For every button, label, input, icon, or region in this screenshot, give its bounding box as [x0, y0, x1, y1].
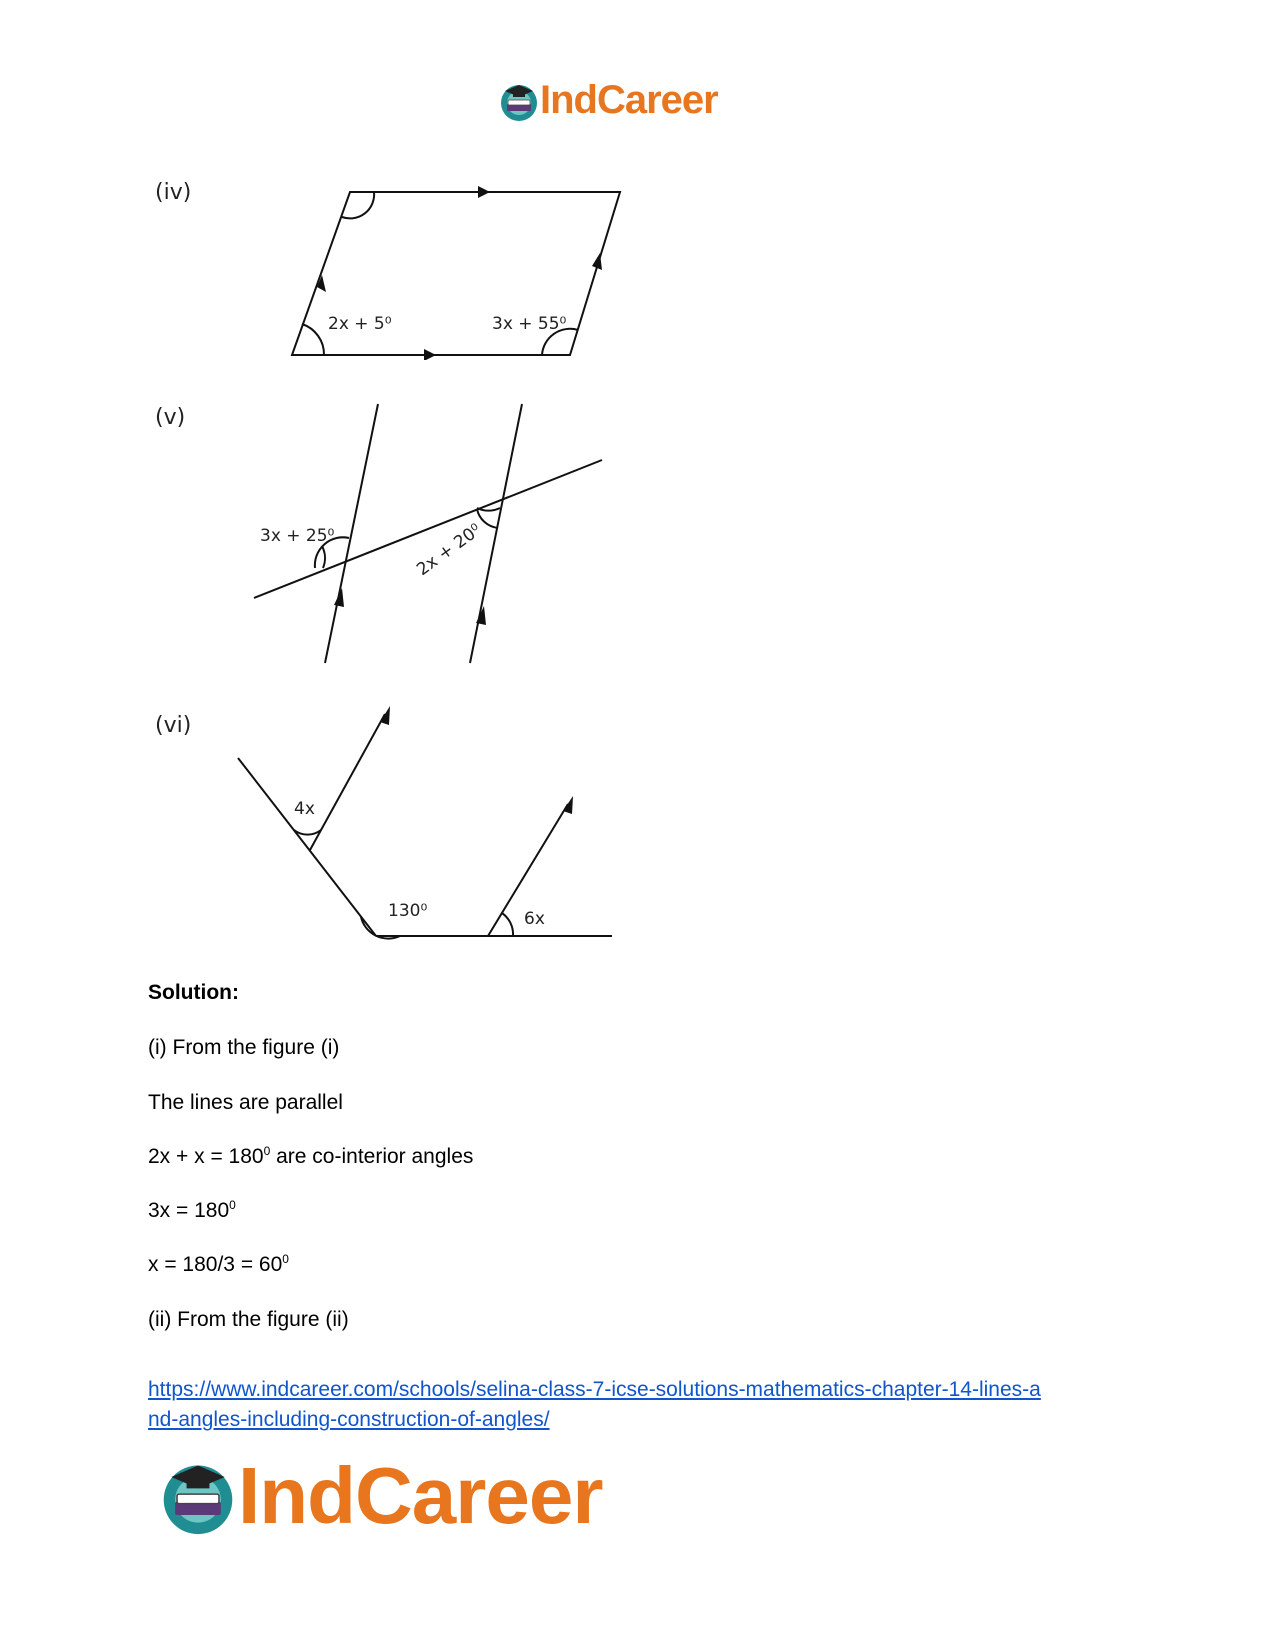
angle-3x-plus-25: 3x + 25⁰ [260, 526, 335, 546]
figure-v-label: (v) [155, 405, 186, 430]
header-logo [498, 78, 718, 123]
figure-v-transversal [250, 398, 610, 668]
solution-line-6: (ii) From the figure (ii) [148, 1308, 349, 1331]
angle-3x-plus-55: 3x + 55⁰ [492, 314, 567, 334]
angle-4x: 4x [294, 799, 315, 819]
solution-line-1: (i) From the figure (i) [148, 1036, 340, 1059]
angle-6x: 6x [524, 909, 545, 929]
angle-2x-plus-5: 2x + 5⁰ [328, 314, 392, 334]
figure-vi-rays [230, 700, 620, 945]
solution-line-2: The lines are parallel [148, 1091, 343, 1114]
footer-logo-text: IndCareer [238, 1451, 603, 1540]
solution-line-5: $x = 180/3 = 60^0$ [148, 1252, 289, 1276]
figure-vi-label: (vi) [155, 713, 192, 738]
solution-line-4: $3x = 180^0$ [148, 1198, 236, 1222]
solution-line-3: $2x + x = 180^0$ are co-interior angles [148, 1144, 474, 1168]
footer-url-line-1[interactable]: https://www.indcareer.com/schools/selina-class-7-icse-solutions-mathematics-chapter-14-lines-a [148, 1378, 1041, 1401]
solution-heading: Solution: [148, 981, 239, 1004]
angle-2x-plus-20: 2x + 20⁰ [413, 520, 486, 581]
figure-iv-label: (iv) [155, 180, 192, 205]
figure-iv-parallelogram [280, 180, 630, 360]
footer-url-line-2[interactable]: nd-angles-including-construction-of-angles/ [148, 1408, 550, 1431]
globe-book-icon [158, 1456, 238, 1536]
footer-url-link[interactable] [148, 1375, 1041, 1435]
globe-book-icon [498, 80, 540, 122]
header-logo-text: IndCareer [540, 78, 718, 122]
footer-logo [158, 1450, 602, 1542]
angle-130: 130⁰ [388, 901, 428, 921]
